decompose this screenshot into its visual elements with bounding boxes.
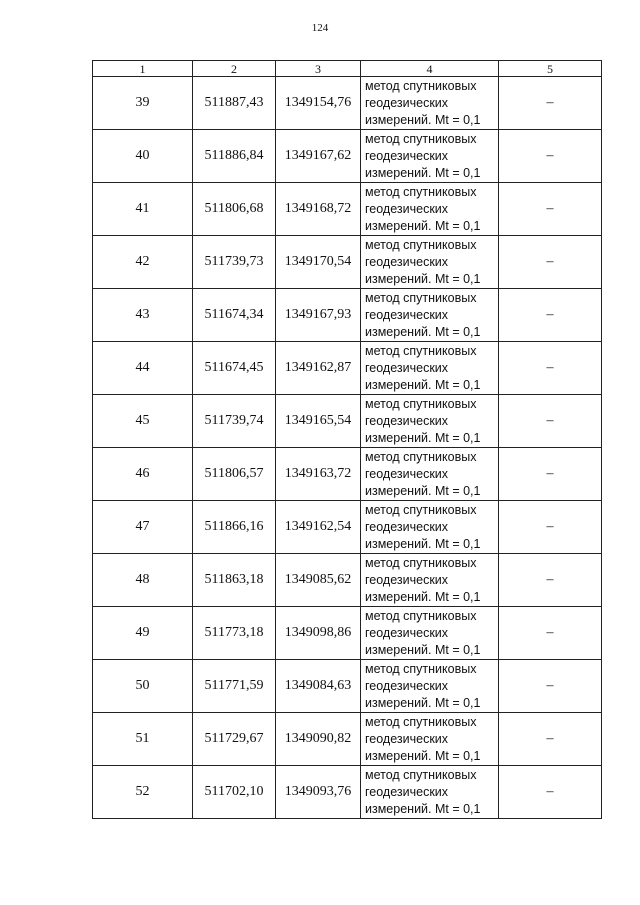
method-line-2: геодезических bbox=[365, 413, 449, 428]
method-line-2: геодезических bbox=[365, 148, 449, 163]
note-cell: – bbox=[499, 607, 602, 660]
method-cell bbox=[361, 395, 499, 448]
method-line-3: измерений. Mt = 0,1 bbox=[365, 483, 481, 498]
method-line-2: геодезических bbox=[365, 95, 449, 110]
table-row bbox=[93, 766, 602, 819]
note-cell: – bbox=[499, 660, 602, 713]
coordinate-x: 511887,43 bbox=[193, 77, 276, 130]
method-line-2: геодезических bbox=[365, 784, 449, 799]
method-cell bbox=[361, 660, 499, 713]
method-cell bbox=[361, 236, 499, 289]
table-row bbox=[93, 501, 602, 554]
method-line-1: метод спутниковых bbox=[365, 661, 477, 676]
coordinate-y: 1349163,72 bbox=[276, 448, 361, 501]
coordinate-y: 1349168,72 bbox=[276, 183, 361, 236]
method-cell bbox=[361, 183, 499, 236]
method-line-2: геодезических bbox=[365, 201, 449, 216]
method-line-1: метод спутниковых bbox=[365, 78, 477, 93]
point-number: 44 bbox=[93, 342, 193, 395]
table-row bbox=[93, 607, 602, 660]
coordinate-x: 511866,16 bbox=[193, 501, 276, 554]
method-cell bbox=[361, 130, 499, 183]
header-col-3: 3 bbox=[276, 61, 361, 77]
coordinate-y: 1349167,62 bbox=[276, 130, 361, 183]
note-cell: – bbox=[499, 77, 602, 130]
method-cell bbox=[361, 289, 499, 342]
header-col-1: 1 bbox=[93, 61, 193, 77]
method-cell bbox=[361, 501, 499, 554]
method-line-3: измерений. Mt = 0,1 bbox=[365, 801, 481, 816]
method-line-3: измерений. Mt = 0,1 bbox=[365, 536, 481, 551]
point-number: 50 bbox=[93, 660, 193, 713]
point-number: 41 bbox=[93, 183, 193, 236]
coordinate-x: 511739,74 bbox=[193, 395, 276, 448]
point-number: 52 bbox=[93, 766, 193, 819]
method-cell bbox=[361, 607, 499, 660]
table-row bbox=[93, 77, 602, 130]
coordinate-y: 1349084,63 bbox=[276, 660, 361, 713]
method-cell bbox=[361, 713, 499, 766]
point-number: 49 bbox=[93, 607, 193, 660]
method-line-2: геодезических bbox=[365, 360, 449, 375]
table-row bbox=[93, 713, 602, 766]
table-row bbox=[93, 395, 602, 448]
note-cell: – bbox=[499, 342, 602, 395]
table-row bbox=[93, 448, 602, 501]
coordinate-y: 1349093,76 bbox=[276, 766, 361, 819]
method-line-3: измерений. Mt = 0,1 bbox=[365, 642, 481, 657]
coordinate-x: 511863,18 bbox=[193, 554, 276, 607]
method-line-1: метод спутниковых bbox=[365, 396, 477, 411]
method-line-1: метод спутниковых bbox=[365, 343, 477, 358]
coordinate-x: 511674,45 bbox=[193, 342, 276, 395]
table-row bbox=[93, 289, 602, 342]
method-cell bbox=[361, 342, 499, 395]
note-cell: – bbox=[499, 130, 602, 183]
point-number: 48 bbox=[93, 554, 193, 607]
method-line-1: метод спутниковых bbox=[365, 714, 477, 729]
point-number: 40 bbox=[93, 130, 193, 183]
method-cell bbox=[361, 554, 499, 607]
coordinate-y: 1349085,62 bbox=[276, 554, 361, 607]
coordinate-y: 1349170,54 bbox=[276, 236, 361, 289]
coordinate-y: 1349090,82 bbox=[276, 713, 361, 766]
method-line-1: метод спутниковых bbox=[365, 237, 477, 252]
coordinate-y: 1349165,54 bbox=[276, 395, 361, 448]
method-line-3: измерений. Mt = 0,1 bbox=[365, 324, 481, 339]
point-number: 47 bbox=[93, 501, 193, 554]
note-cell: – bbox=[499, 289, 602, 342]
table-row bbox=[93, 183, 602, 236]
coordinate-y: 1349162,87 bbox=[276, 342, 361, 395]
method-line-3: измерений. Mt = 0,1 bbox=[365, 377, 481, 392]
coordinate-x: 511739,73 bbox=[193, 236, 276, 289]
method-cell bbox=[361, 766, 499, 819]
method-line-3: измерений. Mt = 0,1 bbox=[365, 748, 481, 763]
header-col-2: 2 bbox=[193, 61, 276, 77]
table-row bbox=[93, 660, 602, 713]
point-number: 43 bbox=[93, 289, 193, 342]
method-line-2: геодезических bbox=[365, 466, 449, 481]
method-cell bbox=[361, 448, 499, 501]
table-header bbox=[93, 61, 602, 77]
header-col-5: 5 bbox=[499, 61, 602, 77]
method-cell bbox=[361, 77, 499, 130]
point-number: 42 bbox=[93, 236, 193, 289]
note-cell: – bbox=[499, 448, 602, 501]
note-cell: – bbox=[499, 554, 602, 607]
table-row bbox=[93, 130, 602, 183]
method-line-2: геодезических bbox=[365, 731, 449, 746]
method-line-3: измерений. Mt = 0,1 bbox=[365, 165, 481, 180]
coordinate-x: 511702,10 bbox=[193, 766, 276, 819]
coordinate-y: 1349098,86 bbox=[276, 607, 361, 660]
coordinates-table bbox=[92, 60, 602, 819]
method-line-3: измерений. Mt = 0,1 bbox=[365, 112, 481, 127]
coordinate-x: 511771,59 bbox=[193, 660, 276, 713]
header-row bbox=[93, 61, 602, 77]
method-line-1: метод спутниковых bbox=[365, 131, 477, 146]
method-line-3: измерений. Mt = 0,1 bbox=[365, 430, 481, 445]
method-line-3: измерений. Mt = 0,1 bbox=[365, 271, 481, 286]
coordinate-x: 511729,67 bbox=[193, 713, 276, 766]
method-line-2: геодезических bbox=[365, 678, 449, 693]
table-row bbox=[93, 236, 602, 289]
method-line-3: измерений. Mt = 0,1 bbox=[365, 589, 481, 604]
method-line-2: геодезических bbox=[365, 254, 449, 269]
note-cell: – bbox=[499, 183, 602, 236]
page-number: 124 bbox=[311, 22, 329, 34]
coordinate-y: 1349154,76 bbox=[276, 77, 361, 130]
coordinate-x: 511806,68 bbox=[193, 183, 276, 236]
method-line-3: измерений. Mt = 0,1 bbox=[365, 695, 481, 710]
coordinate-x: 511806,57 bbox=[193, 448, 276, 501]
coordinate-x: 511674,34 bbox=[193, 289, 276, 342]
note-cell: – bbox=[499, 501, 602, 554]
point-number: 45 bbox=[93, 395, 193, 448]
point-number: 39 bbox=[93, 77, 193, 130]
table-row bbox=[93, 342, 602, 395]
point-number: 46 bbox=[93, 448, 193, 501]
method-line-1: метод спутниковых bbox=[365, 555, 477, 570]
method-line-1: метод спутниковых bbox=[365, 290, 477, 305]
coordinate-y: 1349162,54 bbox=[276, 501, 361, 554]
note-cell: – bbox=[499, 713, 602, 766]
method-line-1: метод спутниковых bbox=[365, 184, 477, 199]
method-line-2: геодезических bbox=[365, 307, 449, 322]
method-line-3: измерений. Mt = 0,1 bbox=[365, 218, 481, 233]
method-line-1: метод спутниковых bbox=[365, 449, 477, 464]
method-line-2: геодезических bbox=[365, 572, 449, 587]
method-line-2: геодезических bbox=[365, 519, 449, 534]
method-line-1: метод спутниковых bbox=[365, 608, 477, 623]
method-line-2: геодезических bbox=[365, 625, 449, 640]
note-cell: – bbox=[499, 395, 602, 448]
method-line-1: метод спутниковых bbox=[365, 767, 477, 782]
coordinate-x: 511886,84 bbox=[193, 130, 276, 183]
point-number: 51 bbox=[93, 713, 193, 766]
note-cell: – bbox=[499, 766, 602, 819]
header-col-4: 4 bbox=[361, 61, 499, 77]
method-line-1: метод спутниковых bbox=[365, 502, 477, 517]
table-body bbox=[93, 77, 602, 819]
coordinate-x: 511773,18 bbox=[193, 607, 276, 660]
coordinate-y: 1349167,93 bbox=[276, 289, 361, 342]
table-row bbox=[93, 554, 602, 607]
note-cell: – bbox=[499, 236, 602, 289]
